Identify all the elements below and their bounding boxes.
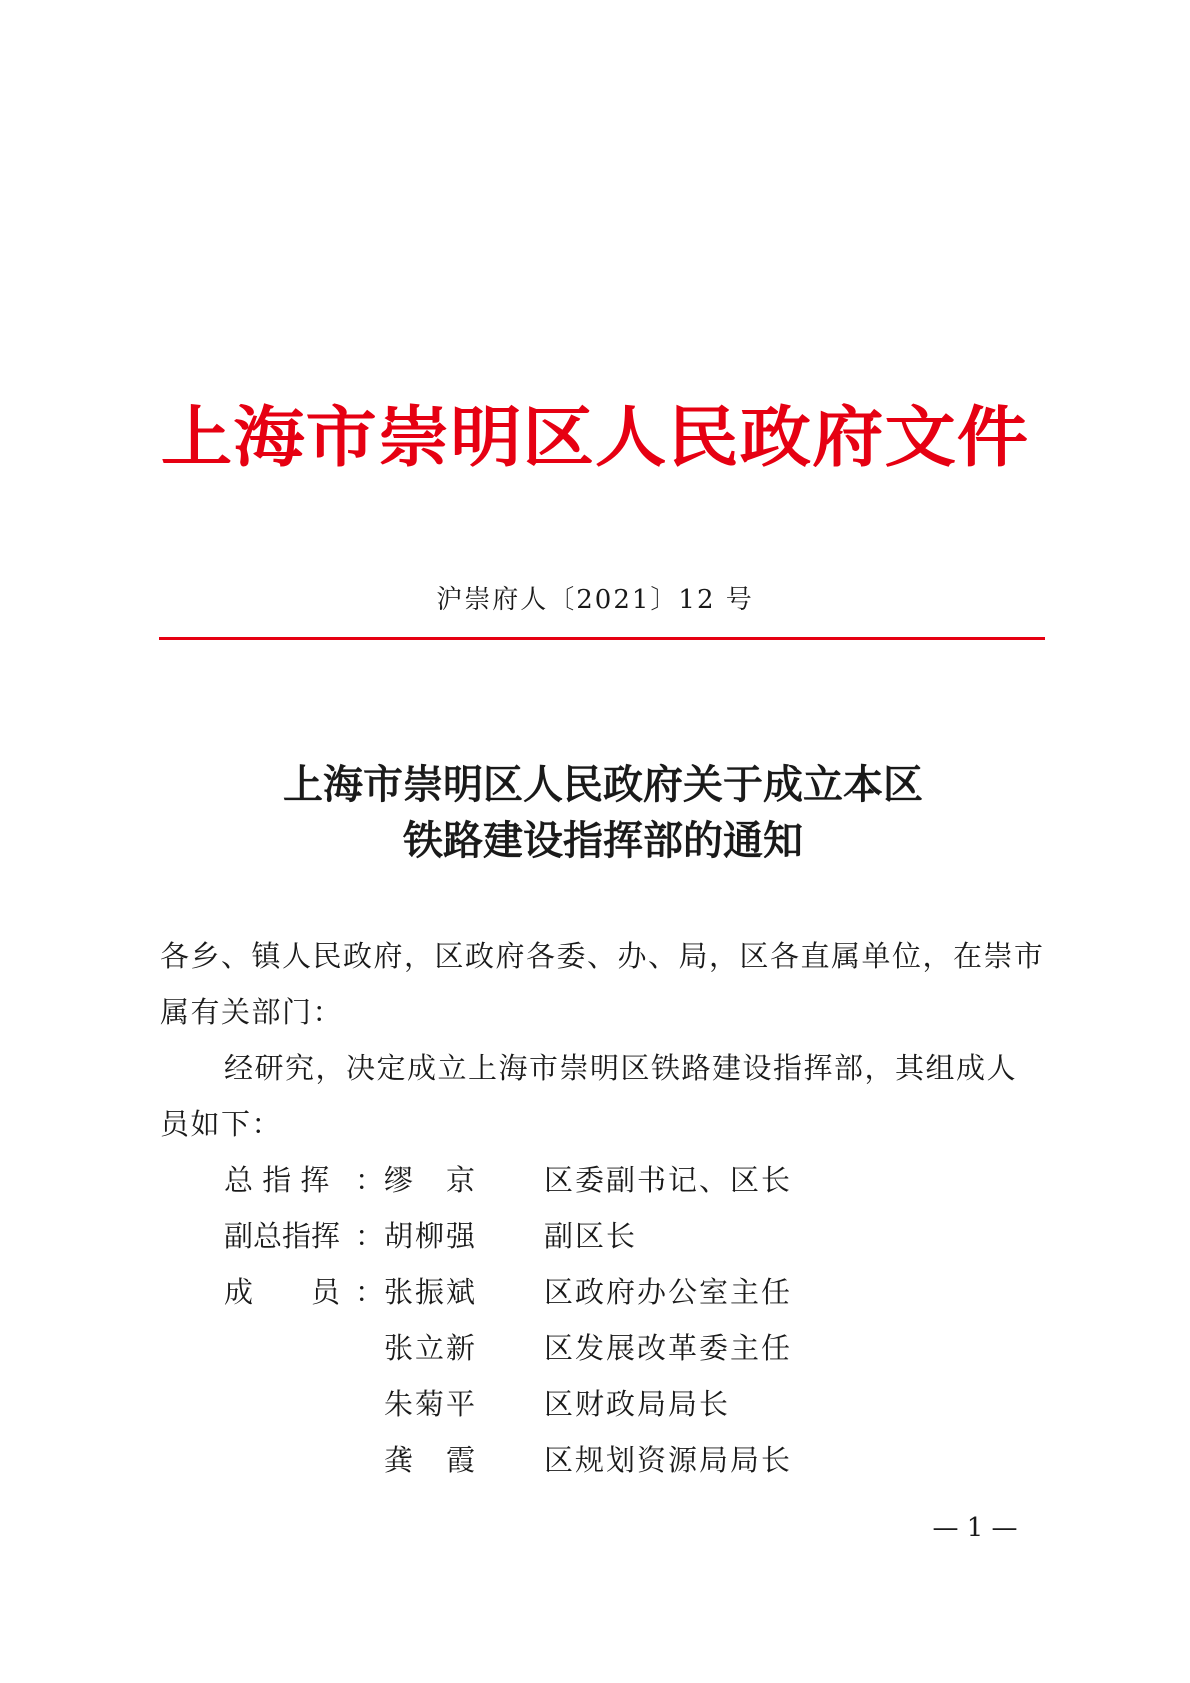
member-name: 张立新 <box>384 1331 478 1365</box>
member-role <box>224 1376 384 1432</box>
member-name: 缪 京 <box>384 1163 478 1197</box>
member-role <box>224 1432 384 1488</box>
notice-title-line-2: 铁路建设指挥部的通知 <box>403 817 803 864</box>
member-row <box>224 1432 864 1488</box>
member-row <box>224 1264 864 1320</box>
member-role <box>224 1320 384 1376</box>
member-name: 胡柳强 <box>384 1219 478 1253</box>
member-title: 区政府办公室主任 <box>544 1275 793 1309</box>
red-divider <box>159 637 1045 640</box>
member-role-colon: ： <box>354 1275 384 1309</box>
member-title: 区财政局局长 <box>544 1387 731 1421</box>
member-role <box>224 1264 384 1320</box>
salutation: 各乡、镇人民政府，区政府各委、办、局，区各直属单位，在崇市属有关部门： <box>160 939 1045 1029</box>
member-title: 区发展改革委主任 <box>544 1331 793 1365</box>
member-role-colon: ： <box>354 1219 384 1253</box>
member-name: 龚 霞 <box>384 1443 478 1477</box>
notice-title-line-1: 上海市崇明区人民政府关于成立本区 <box>283 761 923 808</box>
member-name: 朱菊平 <box>384 1387 478 1421</box>
member-row <box>224 1320 864 1376</box>
page-number: — 1 — <box>932 1513 1018 1543</box>
member-list <box>224 1152 864 1488</box>
notice-title <box>160 757 1046 869</box>
body-paragraph: 经研究，决定成立上海市崇明区铁路建设指挥部，其组成人员如下： <box>160 1051 1018 1141</box>
member-role-colon: ： <box>354 1163 384 1197</box>
member-title: 副区长 <box>544 1219 638 1253</box>
member-role-label: 副总指挥 <box>224 1219 341 1253</box>
member-role-label: 总 指 挥 <box>224 1163 330 1197</box>
member-role <box>224 1152 384 1208</box>
member-title: 区规划资源局局长 <box>544 1443 793 1477</box>
member-row <box>224 1208 864 1264</box>
member-row <box>224 1376 864 1432</box>
member-name: 张振斌 <box>384 1275 478 1309</box>
member-title: 区委副书记、区长 <box>544 1163 793 1197</box>
member-role <box>224 1208 384 1264</box>
member-row <box>224 1152 864 1208</box>
member-role-label: 成 员 <box>224 1275 341 1309</box>
document-number: 沪崇府人〔2021〕12 号 <box>436 585 754 615</box>
document-masthead: 上海市崇明区人民政府文件 <box>160 398 1030 476</box>
